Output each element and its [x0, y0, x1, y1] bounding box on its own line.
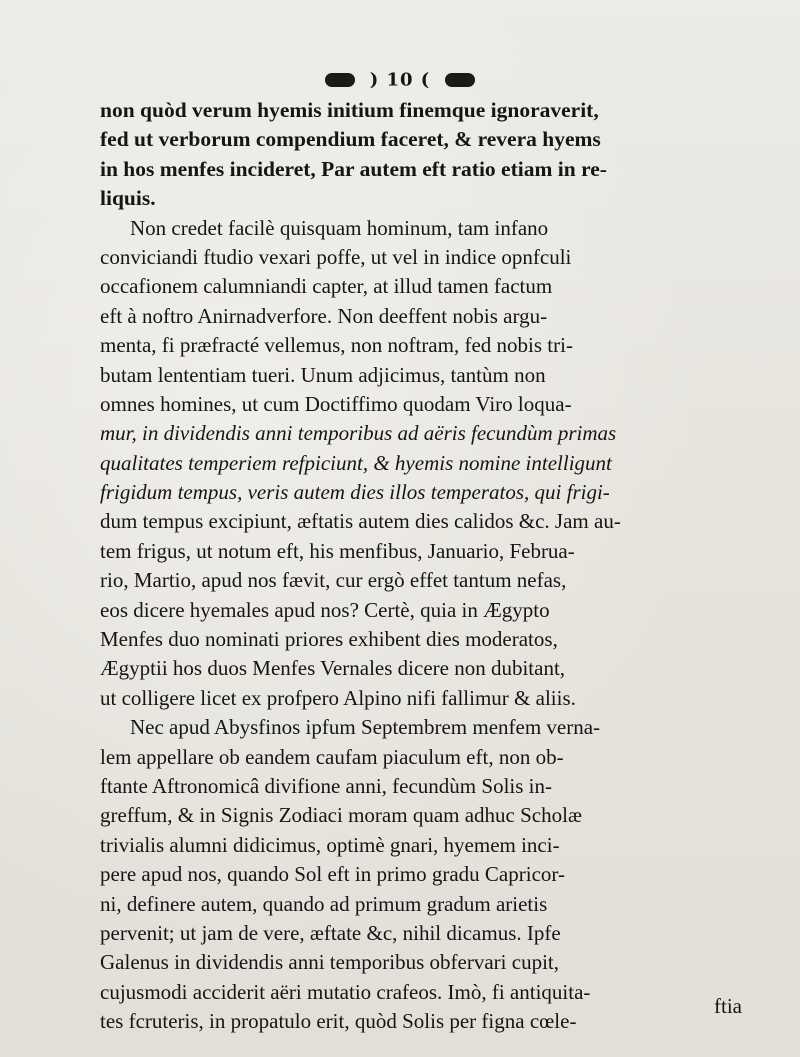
text-line: eft à noftro Anirnadverfore. Non deeffent nobis argu-: [100, 303, 548, 328]
text-line: tes fcruteris, in propatulo erit, quòd Solis per figna cœle-: [100, 1009, 577, 1034]
text-line: Menfes duo nominati priores exhibent dies moderatos,: [100, 627, 558, 652]
text-line: greffum, & in Signis Zodiaci moram quam adhuc Scholæ: [100, 803, 582, 828]
text-line: fed ut verborum compendium faceret, & revera hyems: [100, 127, 601, 152]
page-number: ) 10 (: [369, 69, 431, 91]
text-line: qualitates temperiem refpiciunt, & hyemis nomine intelligunt: [100, 450, 612, 475]
text-line: eos dicere hyemales apud nos? Certè, quia in Ægypto: [100, 597, 550, 622]
text-line: butam lententiam tueri. Unum adjicimus, tantùm non: [100, 362, 546, 387]
right-ornament-icon: [445, 73, 475, 87]
text-line: pervenit; ut jam de vere, æftate &c, nihil dicamus. Ipfe: [100, 920, 561, 945]
text-line: mur, in dividendis anni temporibus ad aëris fecundùm primas: [100, 421, 617, 446]
text-line: liquis.: [100, 186, 156, 211]
text-line: tem frigus, ut notum eft, his menfibus, Januario, Februa-: [100, 538, 575, 563]
text-line: dum tempus excipiunt, æftatis autem dies calidos &c. Jam au-: [100, 509, 621, 534]
text-line: Nec apud Abysfinos ipfum Septembrem menfem verna-: [130, 715, 601, 740]
text-line: conviciandi ftudio vexari poffe, ut vel in indice opnfculi: [100, 244, 572, 269]
left-ornament-icon: [325, 73, 355, 87]
text-line: ftante Aftronomicâ divifione anni, fecundùm Solis in-: [100, 773, 552, 798]
catchword: ftia: [714, 994, 742, 1018]
text-line: pere apud nos, quando Sol eft in primo gradu Capricor-: [100, 862, 565, 887]
text-line: non quòd verum hyemis initium finemque ignoraverit,: [100, 98, 599, 122]
body-text: [100, 96, 740, 1037]
text-line: menta, fi præfracté vellemus, non noftram, fed nobis tri-: [100, 333, 573, 358]
text-line: trivialis alumni didicimus, optimè gnari, hyemem inci-: [100, 832, 560, 857]
text-line: lem appellare ob eandem caufam piaculum eft, non ob-: [100, 744, 564, 769]
text-line: in hos menfes incideret, Par autem eft ratio etiam in re-: [100, 156, 607, 181]
text-line: ni, definere autem, quando ad primum gradum arietis: [100, 891, 548, 916]
text-line: omnes homines, ut cum Doctiffimo quodam Viro loqua-: [100, 391, 572, 416]
text-line: rio, Martio, apud nos fævit, cur ergò effet tantum nefas,: [100, 568, 567, 593]
text-line: ut colligere licet ex profpero Alpino nifi fallimur & aliis.: [100, 685, 576, 710]
text-line: Non credet facilè quisquam hominum, tam infano: [130, 215, 549, 240]
page-header: [0, 66, 800, 92]
text-line: Galenus in dividendis anni temporibus obfervari cupit,: [100, 950, 559, 975]
text-line: frigidum tempus, veris autem dies illos temperatos, qui frigi-: [100, 480, 610, 505]
text-line: Ægyptii hos duos Menfes Vernales dicere non dubitant,: [100, 656, 566, 681]
text-line: cujusmodi acciderit aëri mutatio crafeos. Imò, fi antiquita-: [100, 979, 591, 1004]
text-line: occafionem calumniandi capter, at illud tamen factum: [100, 274, 553, 299]
